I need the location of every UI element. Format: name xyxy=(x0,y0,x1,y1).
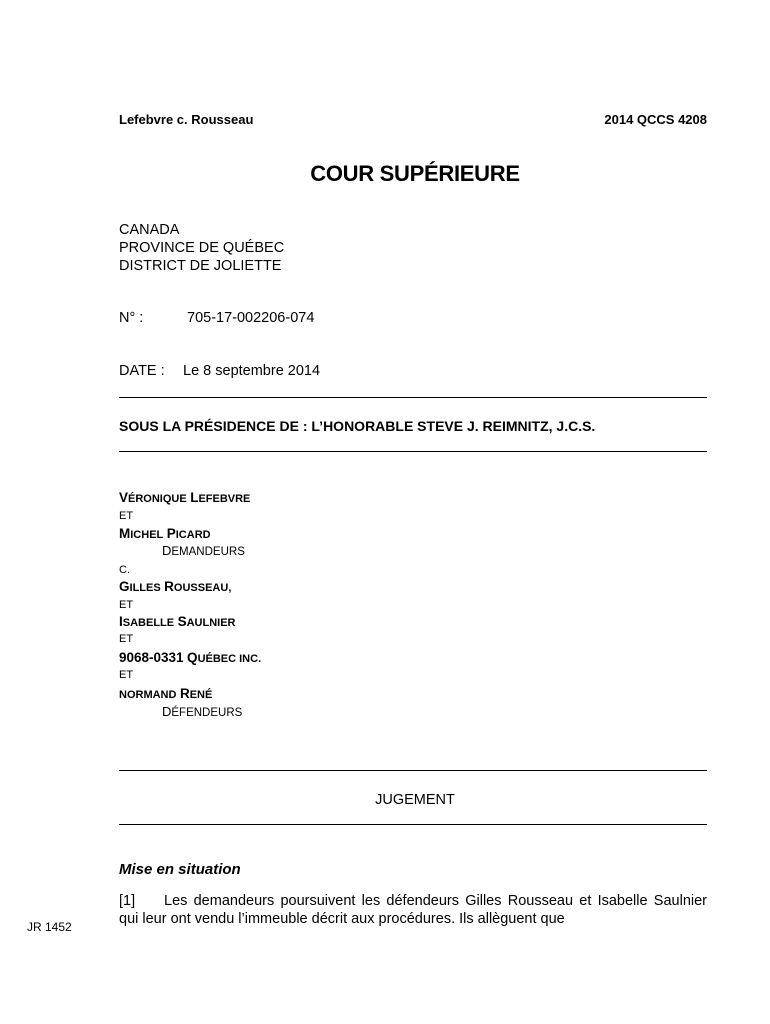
role-plaintiffs: DEMANDEURS xyxy=(162,543,245,558)
divider-line xyxy=(119,824,707,825)
connector-and: ET xyxy=(119,633,134,645)
connector-and: ET xyxy=(119,510,134,522)
party-defendant-4: NORMAND RENÉ xyxy=(119,686,213,701)
role-defendants: DÉFENDEURS xyxy=(162,704,243,719)
case-name: Lefebvre c. Rousseau xyxy=(119,112,254,127)
connector-and: ET xyxy=(119,669,134,681)
judgment-title: JUGEMENT xyxy=(375,792,455,808)
connector-versus: C. xyxy=(119,564,130,576)
court-title: COUR SUPÉRIEURE xyxy=(310,161,520,186)
paragraph-1 xyxy=(119,892,707,928)
party-defendant-3: 9068-0331 QUÉBEC INC. xyxy=(119,650,262,665)
connector-and: ET xyxy=(119,599,134,611)
paragraph-number: [1] xyxy=(119,893,136,909)
section-heading: Mise en situation xyxy=(119,861,241,878)
divider-line xyxy=(119,770,707,771)
divider-line xyxy=(119,451,707,452)
case-citation: 2014 QCCS 4208 xyxy=(604,112,707,127)
date-value: Le 8 septembre 2014 xyxy=(183,363,321,379)
party-plaintiff-2: MICHEL PICARD xyxy=(119,526,211,541)
location-district: DISTRICT DE JOLIETTE xyxy=(119,258,282,274)
party-defendant-2: ISABELLE SAULNIER xyxy=(119,614,236,629)
location-province: PROVINCE DE QUÉBEC xyxy=(119,240,285,256)
date-label: DATE : xyxy=(119,363,165,379)
presidency: SOUS LA PRÉSIDENCE DE : L’HONORABLE STEVE J. REIMNITZ, J.C.S. xyxy=(119,418,596,434)
divider-line xyxy=(119,397,707,398)
party-plaintiff-1: VÉRONIQUE LEFEBVRE xyxy=(119,490,251,505)
party-defendant-1: GILLES ROUSSEAU, xyxy=(119,579,232,594)
margin-note: JR 1452 xyxy=(27,920,72,934)
file-number-label: N° : xyxy=(119,310,144,326)
file-number-value: 705-17-002206-074 xyxy=(187,310,315,326)
location-country: CANADA xyxy=(119,222,180,238)
paragraph-text: Les demandeurs poursuivent les défendeurs Gilles Rousseau et Isabelle Saulnier qui leur ont vendu l’immeuble décrit aux procédures. Ils allèguent que xyxy=(119,893,707,927)
